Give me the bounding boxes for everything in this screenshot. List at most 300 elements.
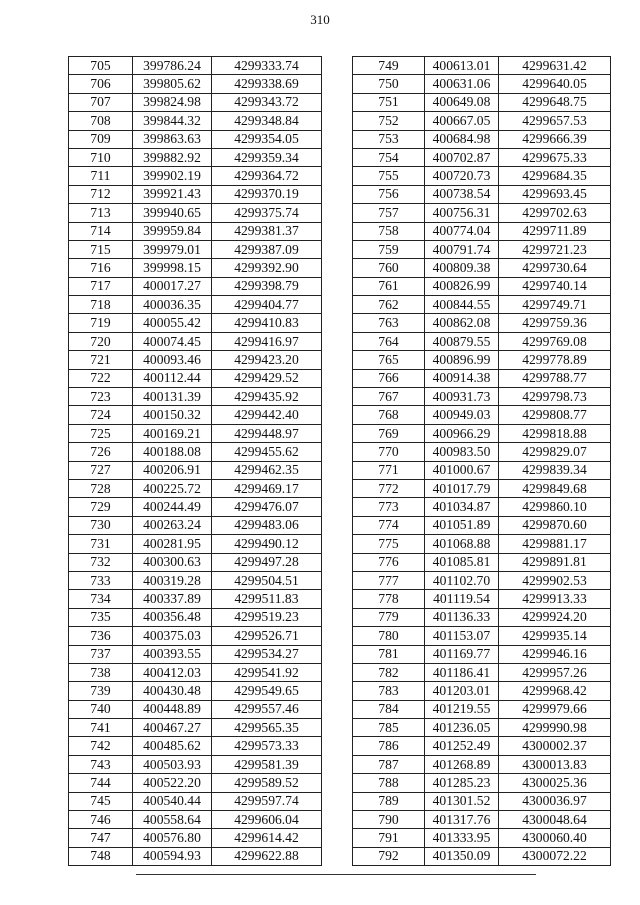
x-coordinate-cell: 400649.08 [425,93,499,111]
y-coordinate-cell: 4299759.36 [499,314,611,332]
point-number-cell: 724 [69,406,133,424]
point-number-cell: 769 [353,424,425,442]
x-coordinate-cell: 400914.38 [425,369,499,387]
coordinate-table-right [352,56,611,866]
point-number-cell: 731 [69,535,133,553]
point-number-cell: 749 [353,57,425,75]
y-coordinate-cell: 4299860.10 [499,498,611,516]
x-coordinate-cell: 400558.64 [133,811,212,829]
table-row [353,498,611,516]
table-row [69,406,322,424]
point-number-cell: 718 [69,296,133,314]
page-number: 310 [310,12,330,27]
table-row [353,627,611,645]
x-coordinate-cell: 401085.81 [425,553,499,571]
y-coordinate-cell: 4299640.05 [499,75,611,93]
x-coordinate-cell: 400169.21 [133,424,212,442]
x-coordinate-cell: 401203.01 [425,682,499,700]
table-row [353,700,611,718]
x-coordinate-cell: 401219.55 [425,700,499,718]
x-coordinate-cell: 401186.41 [425,663,499,681]
x-coordinate-cell: 400036.35 [133,296,212,314]
x-coordinate-cell: 400879.55 [425,332,499,350]
point-number-cell: 735 [69,608,133,626]
y-coordinate-cell: 4299398.79 [212,277,322,295]
y-coordinate-cell: 4300072.22 [499,847,611,865]
table-row [69,424,322,442]
x-coordinate-cell: 399805.62 [133,75,212,93]
y-coordinate-cell: 4300013.83 [499,755,611,773]
table-row [69,388,322,406]
y-coordinate-cell: 4299370.19 [212,185,322,203]
x-coordinate-cell: 400896.99 [425,351,499,369]
table-row [353,222,611,240]
point-number-cell: 716 [69,259,133,277]
y-coordinate-cell: 4299573.33 [212,737,322,755]
table-row [353,75,611,93]
y-coordinate-cell: 4299541.92 [212,663,322,681]
point-number-cell: 738 [69,663,133,681]
point-number-cell: 717 [69,277,133,295]
y-coordinate-cell: 4299769.08 [499,332,611,350]
table-row [353,516,611,534]
table-row [69,240,322,258]
point-number-cell: 733 [69,571,133,589]
y-coordinate-cell: 4299448.97 [212,424,322,442]
y-coordinate-cell: 4299730.64 [499,259,611,277]
y-coordinate-cell: 4299589.52 [212,774,322,792]
table-row [69,479,322,497]
y-coordinate-cell: 4299581.39 [212,755,322,773]
table-row [353,388,611,406]
table-row [353,351,611,369]
y-coordinate-cell: 4299721.23 [499,240,611,258]
point-number-cell: 791 [353,829,425,847]
point-number-cell: 778 [353,590,425,608]
point-number-cell: 728 [69,479,133,497]
x-coordinate-cell: 400684.98 [425,130,499,148]
table-row [353,204,611,222]
x-coordinate-cell: 400594.93 [133,847,212,865]
x-coordinate-cell: 400485.62 [133,737,212,755]
x-coordinate-cell: 399882.92 [133,148,212,166]
point-number-cell: 759 [353,240,425,258]
table-row [69,571,322,589]
table-row [69,222,322,240]
y-coordinate-cell: 4300002.37 [499,737,611,755]
point-number-cell: 714 [69,222,133,240]
table-row [69,277,322,295]
x-coordinate-cell: 400393.55 [133,645,212,663]
y-coordinate-cell: 4299935.14 [499,627,611,645]
table-row [353,259,611,277]
x-coordinate-cell: 400375.03 [133,627,212,645]
point-number-cell: 779 [353,608,425,626]
point-number-cell: 768 [353,406,425,424]
y-coordinate-cell: 4299348.84 [212,112,322,130]
x-coordinate-cell: 401102.70 [425,571,499,589]
point-number-cell: 743 [69,755,133,773]
table-row [69,645,322,663]
y-coordinate-cell: 4299839.34 [499,461,611,479]
point-number-cell: 775 [353,535,425,553]
y-coordinate-cell: 4299497.28 [212,553,322,571]
x-coordinate-cell: 400702.87 [425,148,499,166]
table-row [69,811,322,829]
point-number-cell: 780 [353,627,425,645]
point-number-cell: 783 [353,682,425,700]
table-row [69,498,322,516]
x-coordinate-cell: 401017.79 [425,479,499,497]
table-row [353,296,611,314]
point-number-cell: 734 [69,590,133,608]
point-number-cell: 750 [353,75,425,93]
table-row [353,847,611,865]
x-coordinate-cell: 401153.07 [425,627,499,645]
table-row [353,443,611,461]
table-row [353,332,611,350]
y-coordinate-cell: 4299526.71 [212,627,322,645]
x-coordinate-cell: 401285.23 [425,774,499,792]
x-coordinate-cell: 401301.52 [425,792,499,810]
table-row [353,369,611,387]
x-coordinate-cell: 400131.39 [133,388,212,406]
x-coordinate-cell: 401350.09 [425,847,499,865]
x-coordinate-cell: 401136.33 [425,608,499,626]
y-coordinate-cell: 4299354.05 [212,130,322,148]
x-coordinate-cell: 400300.63 [133,553,212,571]
table-row [353,479,611,497]
point-number-cell: 754 [353,148,425,166]
x-coordinate-cell: 400844.55 [425,296,499,314]
y-coordinate-cell: 4299606.04 [212,811,322,829]
table-row [353,277,611,295]
point-number-cell: 745 [69,792,133,810]
point-number-cell: 786 [353,737,425,755]
y-coordinate-cell: 4299788.77 [499,369,611,387]
y-coordinate-cell: 4299557.46 [212,700,322,718]
point-number-cell: 772 [353,479,425,497]
table-row [69,204,322,222]
table-row [69,774,322,792]
table-row [69,553,322,571]
y-coordinate-cell: 4299423.20 [212,351,322,369]
y-coordinate-cell: 4299597.74 [212,792,322,810]
table-row [353,608,611,626]
y-coordinate-cell: 4299622.88 [212,847,322,865]
table-row [69,847,322,865]
table-row [69,535,322,553]
table-row [353,112,611,130]
point-number-cell: 765 [353,351,425,369]
y-coordinate-cell: 4299702.63 [499,204,611,222]
x-coordinate-cell: 400720.73 [425,167,499,185]
point-number-cell: 707 [69,93,133,111]
y-coordinate-cell: 4299902.53 [499,571,611,589]
point-number-cell: 726 [69,443,133,461]
y-coordinate-cell: 4299359.34 [212,148,322,166]
y-coordinate-cell: 4299881.17 [499,535,611,553]
table-row [69,792,322,810]
y-coordinate-cell: 4299614.42 [212,829,322,847]
table-row [69,737,322,755]
table-row [69,369,322,387]
x-coordinate-cell: 400826.99 [425,277,499,295]
point-number-cell: 747 [69,829,133,847]
table-row [69,829,322,847]
x-coordinate-cell: 399940.65 [133,204,212,222]
y-coordinate-cell: 4299990.98 [499,719,611,737]
y-coordinate-cell: 4300036.97 [499,792,611,810]
point-number-cell: 788 [353,774,425,792]
x-coordinate-cell: 401051.89 [425,516,499,534]
table-row [69,112,322,130]
table-row [69,590,322,608]
x-coordinate-cell: 400206.91 [133,461,212,479]
table-row [353,663,611,681]
table-row [69,75,322,93]
x-coordinate-cell: 401034.87 [425,498,499,516]
point-number-cell: 761 [353,277,425,295]
x-coordinate-cell: 401317.76 [425,811,499,829]
y-coordinate-cell: 4299404.77 [212,296,322,314]
point-number-cell: 758 [353,222,425,240]
point-number-cell: 776 [353,553,425,571]
table-row [353,553,611,571]
table-row [353,535,611,553]
x-coordinate-cell: 401068.88 [425,535,499,553]
y-coordinate-cell: 4299648.75 [499,93,611,111]
table-row [353,406,611,424]
x-coordinate-cell: 400430.48 [133,682,212,700]
table-row [353,590,611,608]
point-number-cell: 789 [353,792,425,810]
point-number-cell: 721 [69,351,133,369]
point-number-cell: 760 [353,259,425,277]
x-coordinate-cell: 400074.45 [133,332,212,350]
point-number-cell: 753 [353,130,425,148]
y-coordinate-cell: 4299829.07 [499,443,611,461]
x-coordinate-cell: 400774.04 [425,222,499,240]
table-row [353,167,611,185]
y-coordinate-cell: 4299749.71 [499,296,611,314]
table-row [353,148,611,166]
point-number-cell: 741 [69,719,133,737]
point-number-cell: 739 [69,682,133,700]
x-coordinate-cell: 401169.77 [425,645,499,663]
point-number-cell: 712 [69,185,133,203]
y-coordinate-cell: 4299387.09 [212,240,322,258]
x-coordinate-cell: 400263.24 [133,516,212,534]
y-coordinate-cell: 4299565.35 [212,719,322,737]
point-number-cell: 746 [69,811,133,829]
y-coordinate-cell: 4299778.89 [499,351,611,369]
point-number-cell: 770 [353,443,425,461]
table-row [69,627,322,645]
table-row [353,682,611,700]
x-coordinate-cell: 400225.72 [133,479,212,497]
table-row [69,663,322,681]
y-coordinate-cell: 4299968.42 [499,682,611,700]
point-number-cell: 773 [353,498,425,516]
point-number-cell: 742 [69,737,133,755]
x-coordinate-cell: 400862.08 [425,314,499,332]
y-coordinate-cell: 4299631.42 [499,57,611,75]
x-coordinate-cell: 401236.05 [425,719,499,737]
table-row [69,608,322,626]
point-number-cell: 756 [353,185,425,203]
table-row [69,351,322,369]
y-coordinate-cell: 4299808.77 [499,406,611,424]
y-coordinate-cell: 4299381.37 [212,222,322,240]
y-coordinate-cell: 4299711.89 [499,222,611,240]
y-coordinate-cell: 4299338.69 [212,75,322,93]
coordinate-table-left [68,56,322,866]
y-coordinate-cell: 4299511.83 [212,590,322,608]
point-number-cell: 732 [69,553,133,571]
x-coordinate-cell: 400017.27 [133,277,212,295]
y-coordinate-cell: 4299343.72 [212,93,322,111]
point-number-cell: 751 [353,93,425,111]
x-coordinate-cell: 400738.54 [425,185,499,203]
point-number-cell: 766 [353,369,425,387]
x-coordinate-cell: 399844.32 [133,112,212,130]
y-coordinate-cell: 4299818.88 [499,424,611,442]
point-number-cell: 730 [69,516,133,534]
x-coordinate-cell: 400150.32 [133,406,212,424]
table-row [69,93,322,111]
table-row [69,516,322,534]
x-coordinate-cell: 400631.06 [425,75,499,93]
y-coordinate-cell: 4299924.20 [499,608,611,626]
point-number-cell: 755 [353,167,425,185]
y-coordinate-cell: 4299455.62 [212,443,322,461]
point-number-cell: 711 [69,167,133,185]
x-coordinate-cell: 399786.24 [133,57,212,75]
table-row [353,571,611,589]
y-coordinate-cell: 4299946.16 [499,645,611,663]
point-number-cell: 725 [69,424,133,442]
table-row [69,259,322,277]
y-coordinate-cell: 4299684.35 [499,167,611,185]
y-coordinate-cell: 4299675.33 [499,148,611,166]
table-row [69,719,322,737]
x-coordinate-cell: 401252.49 [425,737,499,755]
table-row [353,424,611,442]
point-number-cell: 774 [353,516,425,534]
table-row [353,737,611,755]
y-coordinate-cell: 4299469.17 [212,479,322,497]
table-row [69,461,322,479]
y-coordinate-cell: 4299416.97 [212,332,322,350]
x-coordinate-cell: 400055.42 [133,314,212,332]
point-number-cell: 740 [69,700,133,718]
x-coordinate-cell: 400949.03 [425,406,499,424]
y-coordinate-cell: 4299442.40 [212,406,322,424]
y-coordinate-cell: 4299849.68 [499,479,611,497]
y-coordinate-cell: 4299392.90 [212,259,322,277]
table-row [353,461,611,479]
table-row [69,755,322,773]
table-row [353,719,611,737]
x-coordinate-cell: 400281.95 [133,535,212,553]
point-number-cell: 752 [353,112,425,130]
point-number-cell: 782 [353,663,425,681]
y-coordinate-cell: 4300048.64 [499,811,611,829]
x-coordinate-cell: 400467.27 [133,719,212,737]
table-row [353,829,611,847]
point-number-cell: 705 [69,57,133,75]
point-number-cell: 720 [69,332,133,350]
table-row [353,774,611,792]
y-coordinate-cell: 4299429.52 [212,369,322,387]
point-number-cell: 785 [353,719,425,737]
table-row [69,148,322,166]
x-coordinate-cell: 400319.28 [133,571,212,589]
table-row [69,167,322,185]
point-number-cell: 784 [353,700,425,718]
table-row [69,443,322,461]
x-coordinate-cell: 401268.89 [425,755,499,773]
y-coordinate-cell: 4299462.35 [212,461,322,479]
point-number-cell: 709 [69,130,133,148]
table-row [69,682,322,700]
x-coordinate-cell: 399921.43 [133,185,212,203]
point-number-cell: 748 [69,847,133,865]
y-coordinate-cell: 4299483.06 [212,516,322,534]
point-number-cell: 719 [69,314,133,332]
table-row [353,240,611,258]
x-coordinate-cell: 400112.44 [133,369,212,387]
point-number-cell: 777 [353,571,425,589]
x-coordinate-cell: 401333.95 [425,829,499,847]
y-coordinate-cell: 4299490.12 [212,535,322,553]
x-coordinate-cell: 400093.46 [133,351,212,369]
y-coordinate-cell: 4299891.81 [499,553,611,571]
table-row [353,755,611,773]
table-row [69,185,322,203]
x-coordinate-cell: 400337.89 [133,590,212,608]
y-coordinate-cell: 4300025.36 [499,774,611,792]
point-number-cell: 723 [69,388,133,406]
y-coordinate-cell: 4299957.26 [499,663,611,681]
x-coordinate-cell: 399902.19 [133,167,212,185]
point-number-cell: 792 [353,847,425,865]
table-row [353,314,611,332]
table-row [69,332,322,350]
point-number-cell: 771 [353,461,425,479]
y-coordinate-cell: 4299476.07 [212,498,322,516]
y-coordinate-cell: 4299693.45 [499,185,611,203]
point-number-cell: 737 [69,645,133,663]
y-coordinate-cell: 4299870.60 [499,516,611,534]
x-coordinate-cell: 400356.48 [133,608,212,626]
y-coordinate-cell: 4299534.27 [212,645,322,663]
table-row [353,645,611,663]
y-coordinate-cell: 4299375.74 [212,204,322,222]
table-row [69,57,322,75]
table-row [353,93,611,111]
point-number-cell: 715 [69,240,133,258]
y-coordinate-cell: 4299410.83 [212,314,322,332]
table-row [69,296,322,314]
point-number-cell: 706 [69,75,133,93]
x-coordinate-cell: 400613.01 [425,57,499,75]
point-number-cell: 708 [69,112,133,130]
y-coordinate-cell: 4299740.14 [499,277,611,295]
table-row [353,811,611,829]
x-coordinate-cell: 400576.80 [133,829,212,847]
